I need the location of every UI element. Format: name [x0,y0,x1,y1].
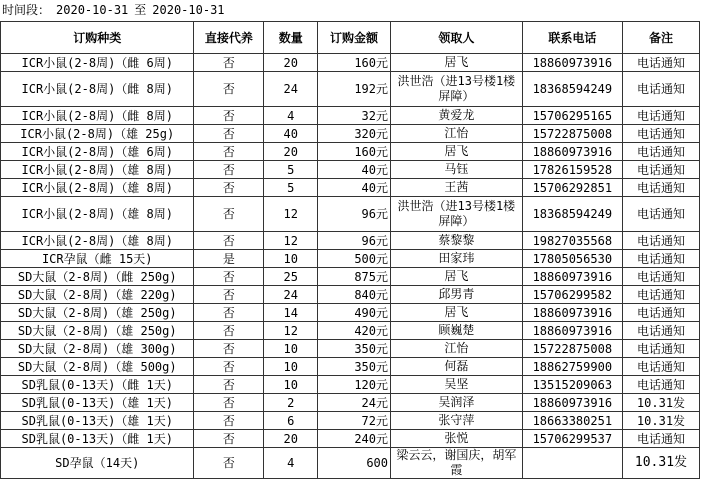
cell-amount: 875元 [318,268,391,286]
cell-qty: 12 [264,197,318,232]
cell-qty: 5 [264,179,318,197]
cell-phone: 18368594249 [522,197,622,232]
date-range-label: 时间段： [2,3,51,17]
cell-receiver: 洪世浩（进13号楼1楼屏障） [391,197,523,232]
cell-receiver: 江怡 [391,340,523,358]
table-row [1,448,700,479]
cell-proxy: 否 [194,268,264,286]
cell-receiver: 洪世浩（进13号楼1楼屏障） [391,72,523,107]
cell-proxy: 否 [194,232,264,250]
cell-type: ICR小鼠(2-8周)（雌 8周) [1,72,194,107]
cell-proxy: 否 [194,358,264,376]
table-row [1,394,700,412]
cell-qty: 5 [264,161,318,179]
cell-qty: 14 [264,304,318,322]
cell-receiver: 蔡黎黎 [391,232,523,250]
cell-qty: 40 [264,125,318,143]
cell-proxy: 否 [194,304,264,322]
cell-type: ICR小鼠(2-8周)（雄 8周) [1,161,194,179]
cell-phone: 18860973916 [522,394,622,412]
cell-amount: 32元 [318,107,391,125]
table-row [1,179,700,197]
table-row [1,268,700,286]
cell-type: SD大鼠（2-8周)（雌 250g) [1,268,194,286]
cell-type: SD大鼠（2-8周)（雄 500g) [1,358,194,376]
cell-note: 电话通知 [622,286,699,304]
cell-amount: 40元 [318,179,391,197]
cell-amount: 160元 [318,143,391,161]
cell-note: 电话通知 [622,107,699,125]
cell-amount: 320元 [318,125,391,143]
cell-qty: 24 [264,286,318,304]
cell-note: 电话通知 [622,304,699,322]
cell-receiver: 居飞 [391,54,523,72]
table-row [1,430,700,448]
cell-amount: 350元 [318,358,391,376]
cell-amount: 192元 [318,72,391,107]
cell-qty: 10 [264,358,318,376]
cell-qty: 10 [264,376,318,394]
cell-proxy: 否 [194,54,264,72]
cell-type: SD大鼠（2-8周)（雄 220g) [1,286,194,304]
table-row [1,232,700,250]
cell-amount: 160元 [318,54,391,72]
date-start: 2020-10-31 [56,3,129,17]
cell-qty: 20 [264,143,318,161]
cell-note: 电话通知 [622,340,699,358]
cell-phone: 13515209063 [522,376,622,394]
cell-type: SD大鼠（2-8周)（雄 300g) [1,340,194,358]
cell-proxy: 否 [194,143,264,161]
cell-amount: 490元 [318,304,391,322]
order-table [0,21,700,479]
cell-receiver: 居飞 [391,268,523,286]
cell-proxy: 否 [194,412,264,430]
cell-qty: 2 [264,394,318,412]
cell-proxy: 否 [194,179,264,197]
table-header-row [1,22,700,54]
cell-type: ICR小鼠(2-8周)（雄 25g) [1,125,194,143]
cell-receiver: 田家玮 [391,250,523,268]
cell-type: SD乳鼠(0-13天)（雌 1天) [1,376,194,394]
cell-proxy: 否 [194,394,264,412]
date-range-header [0,0,702,20]
cell-proxy: 否 [194,107,264,125]
cell-type: SD乳鼠(0-13天)（雌 1天) [1,430,194,448]
cell-proxy: 是 [194,250,264,268]
table-row [1,304,700,322]
cell-note: 电话通知 [622,72,699,107]
cell-receiver: 张守萍 [391,412,523,430]
date-end: 2020-10-31 [152,3,225,17]
cell-qty: 25 [264,268,318,286]
cell-qty: 6 [264,412,318,430]
cell-type: ICR小鼠(2-8周)（雄 8周) [1,197,194,232]
cell-proxy: 否 [194,286,264,304]
cell-phone: 18862759900 [522,358,622,376]
cell-receiver: 何磊 [391,358,523,376]
cell-note: 电话通知 [622,143,699,161]
table-row [1,125,700,143]
cell-qty: 4 [264,448,318,479]
cell-phone: 15706295165 [522,107,622,125]
cell-amount: 40元 [318,161,391,179]
table-row [1,376,700,394]
cell-phone: 18860973916 [522,54,622,72]
cell-amount: 350元 [318,340,391,358]
cell-note: 电话通知 [622,197,699,232]
table-row [1,197,700,232]
cell-phone: 15706299582 [522,286,622,304]
cell-note: 电话通知 [622,179,699,197]
cell-note: 10.31发 [622,394,699,412]
cell-proxy: 否 [194,161,264,179]
cell-receiver: 马钰 [391,161,523,179]
cell-phone: 18663380251 [522,412,622,430]
cell-amount: 420元 [318,322,391,340]
cell-phone: 19827035568 [522,232,622,250]
cell-receiver: 黄爱龙 [391,107,523,125]
cell-type: ICR小鼠(2-8周)（雌 8周) [1,107,194,125]
col-header-phone: 联系电话 [522,22,622,54]
cell-amount: 600 [318,448,391,479]
cell-note: 电话通知 [622,232,699,250]
col-header-proxy: 直接代养 [194,22,264,54]
cell-type: SD大鼠（2-8周)（雄 250g) [1,304,194,322]
cell-note: 电话通知 [622,358,699,376]
cell-qty: 20 [264,54,318,72]
cell-note: 电话通知 [622,268,699,286]
cell-phone: 17805056530 [522,250,622,268]
cell-phone: 15722875008 [522,125,622,143]
cell-proxy: 否 [194,197,264,232]
cell-phone: 15706292851 [522,179,622,197]
cell-qty: 10 [264,340,318,358]
cell-proxy: 否 [194,376,264,394]
cell-phone: 17826159528 [522,161,622,179]
cell-note: 电话通知 [622,125,699,143]
cell-phone: 18860973916 [522,143,622,161]
cell-type: SD乳鼠(0-13天)（雄 1天) [1,394,194,412]
cell-proxy: 否 [194,340,264,358]
cell-type: SD乳鼠(0-13天)（雄 1天) [1,412,194,430]
table-row [1,143,700,161]
cell-type: SD孕鼠（14天) [1,448,194,479]
table-row [1,72,700,107]
cell-amount: 240元 [318,430,391,448]
table-row [1,107,700,125]
cell-type: ICR小鼠(2-8周)（雄 8周) [1,232,194,250]
cell-amount: 24元 [318,394,391,412]
cell-receiver: 江怡 [391,125,523,143]
cell-qty: 12 [264,322,318,340]
cell-proxy: 否 [194,448,264,479]
cell-type: ICR孕鼠（雌 15天) [1,250,194,268]
cell-amount: 840元 [318,286,391,304]
cell-phone: 15706299537 [522,430,622,448]
cell-type: SD大鼠（2-8周)（雄 250g) [1,322,194,340]
table-row [1,358,700,376]
cell-qty: 24 [264,72,318,107]
cell-note: 电话通知 [622,161,699,179]
cell-qty: 12 [264,232,318,250]
cell-phone: 18860973916 [522,322,622,340]
table-row [1,322,700,340]
cell-type: ICR小鼠(2-8周)（雌 6周) [1,54,194,72]
cell-receiver: 邱男青 [391,286,523,304]
cell-phone: 15722875008 [522,340,622,358]
cell-amount: 96元 [318,232,391,250]
cell-receiver: 顾巍楚 [391,322,523,340]
cell-type: ICR小鼠(2-8周)（雄 8周) [1,179,194,197]
cell-proxy: 否 [194,430,264,448]
cell-phone: 18860973916 [522,268,622,286]
col-header-receiver: 领取人 [391,22,523,54]
cell-receiver: 居飞 [391,304,523,322]
col-header-type: 订购种类 [1,22,194,54]
table-row [1,250,700,268]
table-row [1,412,700,430]
cell-type: ICR小鼠(2-8周)（雄 6周) [1,143,194,161]
cell-note: 电话通知 [622,250,699,268]
cell-receiver: 王茜 [391,179,523,197]
cell-phone: 18860973916 [522,304,622,322]
cell-receiver: 吴坚 [391,376,523,394]
cell-amount: 500元 [318,250,391,268]
cell-amount: 72元 [318,412,391,430]
table-row [1,54,700,72]
table-row [1,161,700,179]
cell-phone: 18368594249 [522,72,622,107]
table-row [1,286,700,304]
cell-note: 电话通知 [622,322,699,340]
cell-amount: 120元 [318,376,391,394]
col-header-qty: 数量 [264,22,318,54]
cell-proxy: 否 [194,72,264,107]
cell-qty: 10 [264,250,318,268]
col-header-amount: 订购金额 [318,22,391,54]
cell-phone [522,448,622,479]
cell-note: 10.31发 [622,412,699,430]
cell-qty: 20 [264,430,318,448]
cell-receiver: 梁云云，谢国庆，胡军霞 [391,448,523,479]
cell-receiver: 居飞 [391,143,523,161]
cell-note: 电话通知 [622,54,699,72]
table-row [1,340,700,358]
cell-qty: 4 [264,107,318,125]
cell-receiver: 张悦 [391,430,523,448]
cell-note: 10.31发 [622,448,699,479]
col-header-note: 备注 [622,22,699,54]
cell-amount: 96元 [318,197,391,232]
date-separator: 至 [134,3,147,17]
cell-proxy: 否 [194,125,264,143]
cell-proxy: 否 [194,322,264,340]
cell-note: 电话通知 [622,376,699,394]
cell-receiver: 吴润泽 [391,394,523,412]
cell-note: 电话通知 [622,430,699,448]
